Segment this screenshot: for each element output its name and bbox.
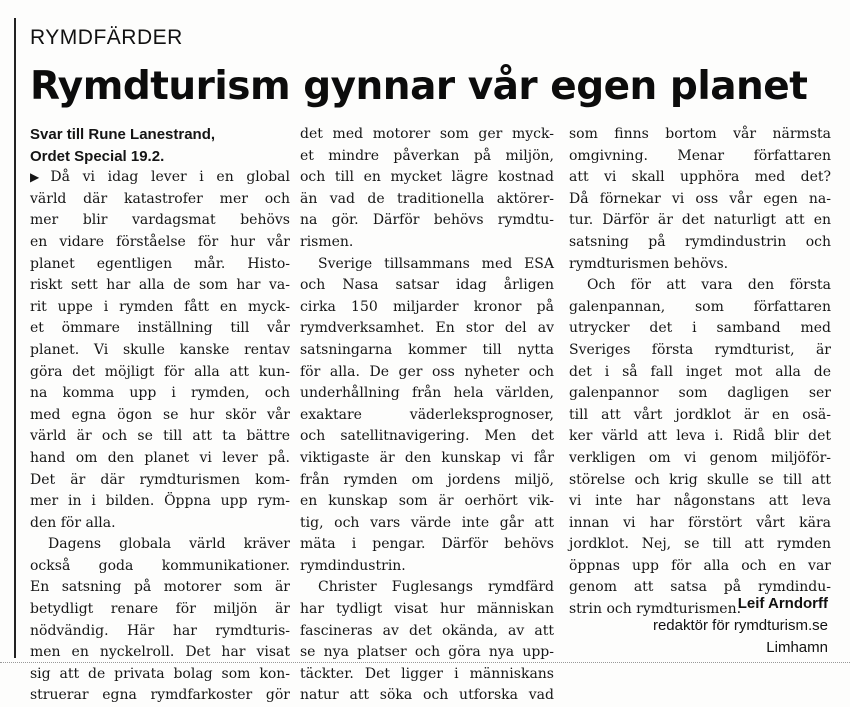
text-line: verkligen om vi genom miljöför- bbox=[569, 449, 831, 466]
text-line: en vidare förståelse för hur vår bbox=[30, 233, 290, 250]
text-line: struerar egna rymdfarkoster gör bbox=[30, 687, 290, 704]
intro-line-2: Ordet Special 19.2. bbox=[30, 147, 165, 165]
text-line: Det är där rymdturismen kom- bbox=[30, 471, 290, 488]
text-line: göra det möjligt för alla att kun- bbox=[30, 363, 290, 380]
text-line: exaktare väderleksprognoser, bbox=[300, 406, 554, 423]
text-line: et ömmare inställning till vår bbox=[30, 320, 290, 337]
article-column-2 bbox=[300, 124, 554, 707]
text-line: Och för att vara den första bbox=[587, 277, 831, 294]
text-line: planet egentligen mår. Histo- bbox=[30, 255, 290, 272]
text-line: viktigaste är den kunskap vi får bbox=[300, 449, 554, 466]
text-line: hand om den planet vi lever på. bbox=[30, 449, 290, 466]
text-line: det med motorer som ger myck- bbox=[300, 126, 554, 142]
text-line: nödvändig. Här har rymdturis- bbox=[30, 622, 290, 639]
text-line: mer in i bilden. Öppna upp rym- bbox=[30, 493, 290, 510]
text-line: och satellitnavigering. Men det bbox=[300, 428, 554, 445]
text-line: en kunskap som är oerhört vik- bbox=[300, 493, 554, 510]
text-line: utrycker det i samband med bbox=[569, 320, 831, 337]
text-line: tur. Därför är det naturligt att en bbox=[569, 212, 831, 229]
text-line: rymdverksamhet. En stor del av bbox=[300, 320, 554, 337]
text-line: et mindre påverkan på miljön, bbox=[300, 147, 554, 164]
text-line: genom att satsa på rymdindu- bbox=[569, 579, 831, 596]
text-line: mer blir vardagsmat behövs bbox=[30, 212, 290, 229]
text-line: satsning på rymdindustrin och bbox=[569, 233, 831, 250]
text-line: sig att de privata bolag som kon- bbox=[30, 665, 290, 682]
headline: Rymdturism gynnar vår egen planet bbox=[30, 64, 808, 109]
text-line: betydligt renare för miljön är bbox=[30, 601, 290, 618]
lead-triangle-icon: ▶ bbox=[30, 170, 48, 185]
text-line: än vad de traditionella aktörer- bbox=[300, 190, 554, 207]
text-line: mäta i pengar. Därför behövs bbox=[300, 536, 554, 553]
text-line: men en nyckelroll. Det har visat bbox=[30, 644, 290, 661]
bottom-dotted-divider bbox=[0, 662, 850, 664]
text-line: cirka 150 miljarder kronor på bbox=[300, 298, 554, 315]
text-line: den för alla. bbox=[30, 514, 116, 531]
column-2-body bbox=[300, 124, 554, 707]
text-line: som finns bortom vår närmsta bbox=[569, 126, 831, 142]
text-line: att vi skall upphöra med det? bbox=[569, 169, 831, 186]
text-line: värld där katastrofer mer och bbox=[30, 190, 290, 207]
text-line: till att vårt jordklot är en osä- bbox=[569, 406, 831, 423]
article-column-3 bbox=[569, 124, 831, 621]
text-line: Christer Fuglesangs rymdfärd bbox=[318, 579, 554, 596]
text-line: strin och rymdturismen. bbox=[569, 601, 742, 618]
text-line: na gör. Därför behövs rymdtu- bbox=[300, 212, 554, 229]
text-line: na komma upp i rymden, och bbox=[30, 385, 290, 402]
lead-text: Då vi idag lever i en global bbox=[50, 169, 290, 186]
column-1-body bbox=[30, 167, 290, 707]
text-line: rit uppe i rymden fått en myck- bbox=[30, 298, 290, 315]
text-line: också goda kommunikationer. bbox=[30, 557, 290, 574]
text-line: öppnas upp för alla och en var bbox=[569, 557, 831, 574]
text-line: satsningarna kommer till nytta bbox=[300, 341, 554, 358]
text-line: vi inte har någonstans att leva bbox=[569, 493, 831, 510]
text-line: omgivning. Menar författaren bbox=[569, 147, 831, 164]
intro-line-1: Svar till Rune Lanestrand, bbox=[30, 126, 216, 143]
signature-name: Leif Arndorff bbox=[737, 595, 828, 612]
text-line: störelse och krig skulle se till att bbox=[569, 471, 831, 488]
text-line: Sverige tillsammans med ESA bbox=[318, 255, 554, 272]
text-line: från rymden om jordens miljö, bbox=[300, 471, 554, 488]
text-line: och till en mycket lägre kostnad bbox=[300, 169, 554, 186]
text-line: planet. Vi skulle kanske rentav bbox=[30, 341, 290, 358]
text-line: Dagens globala värld kräver bbox=[48, 536, 290, 553]
text-line: underhållning från hela världen, bbox=[300, 385, 554, 402]
text-line: innan vi har förstört vårt kära bbox=[569, 514, 831, 531]
text-line: En satsning på motorer som är bbox=[30, 579, 290, 596]
text-line: natur att söka och utforska vad bbox=[300, 687, 554, 704]
left-border-rule bbox=[14, 18, 16, 658]
text-line: har tydligt visat hur människan bbox=[300, 601, 554, 618]
text-line: rismen. bbox=[300, 233, 354, 250]
signature-place: Limhamn bbox=[766, 639, 828, 656]
text-line: med egna ögon se hur skör vår bbox=[30, 406, 290, 423]
signature-role: redaktör för rymdturism.se bbox=[652, 617, 828, 634]
text-line: Då förnekar vi oss vår egen na- bbox=[569, 190, 831, 207]
text-line: värld är och se till att ta bättre bbox=[30, 428, 290, 445]
text-line: riskt sett har alla de som har va- bbox=[30, 277, 290, 294]
text-line: fascineras av det okända, av att bbox=[300, 622, 554, 639]
section-kicker: RYMDFÄRDER bbox=[30, 26, 183, 49]
text-line: galenpannan, som författaren bbox=[569, 298, 831, 315]
text-line: ker värld att leva i. Ridå blir det bbox=[569, 428, 831, 445]
text-line: det i så fall inget mot alla de bbox=[569, 363, 831, 380]
text-line: jordklot. Nej, se till att rymden bbox=[569, 536, 831, 553]
text-line: Sveriges första rymdturist, är bbox=[569, 341, 831, 358]
text-line: täckter. Det ligger i människans bbox=[300, 665, 554, 682]
text-line: och Nasa satsar idag årligen bbox=[300, 277, 554, 294]
column-3-body bbox=[569, 124, 831, 621]
text-line: tig, och vars värde inte går att bbox=[300, 514, 554, 531]
article-column-1 bbox=[30, 124, 290, 707]
text-line bbox=[30, 167, 290, 189]
text-line: galenpannor som dagligen ser bbox=[569, 385, 831, 402]
text-line: se nya platser och göra nya upp- bbox=[300, 644, 554, 661]
text-line: rymdturismen behövs. bbox=[569, 255, 729, 272]
text-line: rymdindustrin. bbox=[300, 557, 406, 574]
text-line: för alla. De ger oss nyheter och bbox=[300, 363, 554, 380]
